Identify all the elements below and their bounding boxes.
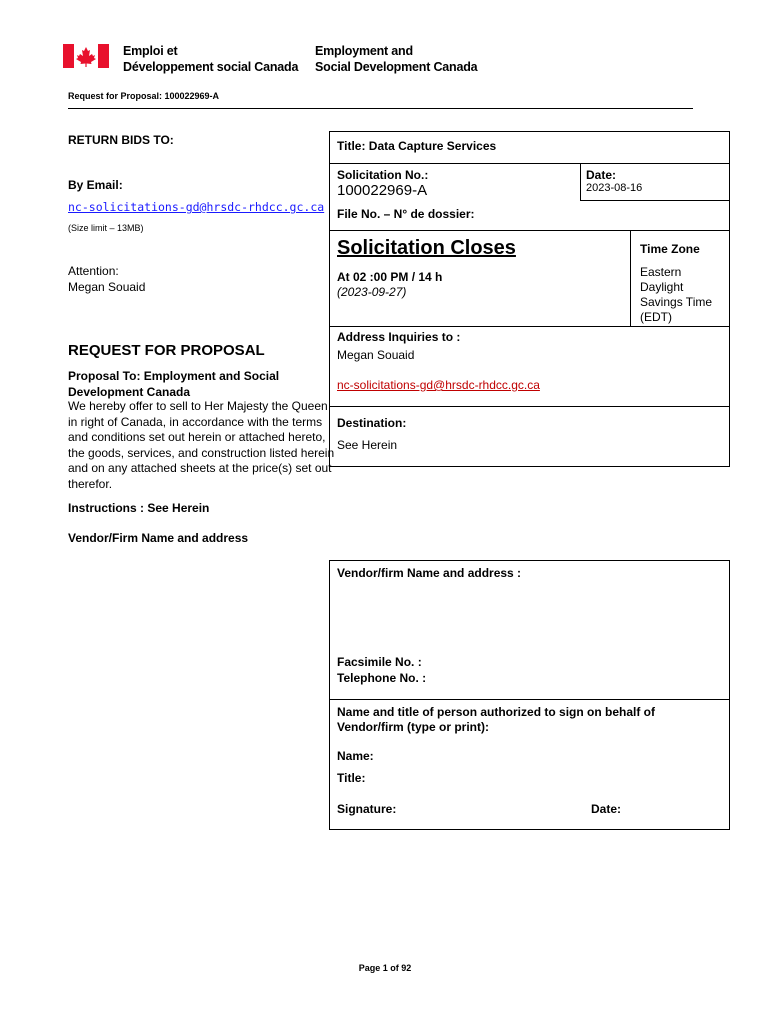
- dept-fr-line2: Développement social Canada: [123, 60, 299, 74]
- info-divider-4: [329, 326, 730, 327]
- signature-date-label: Date:: [591, 802, 622, 816]
- by-email-label: By Email:: [68, 178, 123, 192]
- facsimile-label: Facsimile No. :: [337, 655, 422, 669]
- canada-flag-icon: [63, 44, 109, 68]
- solicitation-number: 100022969-A: [337, 182, 428, 199]
- time-zone-label: Time Zone: [640, 242, 700, 256]
- info-divider-3: [329, 230, 730, 231]
- signature-label: Signature:: [337, 802, 397, 816]
- attention-label: Attention:: [68, 264, 119, 278]
- file-no-label: File No. – N° de dossier:: [337, 207, 475, 221]
- size-limit-note: (Size limit – 13MB): [68, 223, 144, 233]
- page-number: Page 1 of 92: [358, 963, 412, 973]
- destination-value: See Herein: [337, 438, 398, 452]
- inquiries-email-link[interactable]: nc-solicitations-gd@hrsdc-rhdcc.gc.ca: [337, 378, 540, 392]
- department-name-fr: [123, 43, 298, 75]
- closes-time: At 02 :00 PM / 14 h: [337, 270, 443, 284]
- closes-date: (2023-09-27): [337, 285, 407, 299]
- dept-en-line2: Social Development Canada: [315, 60, 478, 74]
- rfp-number-line: Request for Proposal: 100022969-A: [68, 91, 220, 101]
- dept-fr-line1: Emploi et: [123, 44, 178, 58]
- vendor-info-box: [329, 560, 730, 830]
- title-label: Title: Data Capture Services: [337, 139, 497, 153]
- tz-line-3: Savings Time: [640, 295, 713, 309]
- header-divider: [68, 108, 693, 109]
- info-vdivider-2: [630, 230, 631, 326]
- destination-label: Destination:: [337, 416, 407, 430]
- offer-text: We hereby offer to sell to Her Majesty the Queen in right of Canada, in accordance with the terms and conditions set out herein or attached hereto, the goods, services, and construction listed herein and on any attached sheets at the price(s) set out therefor.: [68, 399, 335, 491]
- department-name-en: [315, 43, 477, 75]
- tz-line-4: (EDT): [640, 310, 672, 324]
- signer-title-label: Title:: [337, 771, 366, 785]
- dept-en-line1: Employment and: [315, 44, 413, 58]
- telephone-label: Telephone No. :: [337, 671, 427, 685]
- tz-line-2: Daylight: [640, 280, 684, 294]
- time-zone-value: [640, 265, 712, 325]
- vendor-divider: [329, 699, 730, 700]
- info-divider-2: [580, 200, 730, 201]
- inquiries-label: Address Inquiries to :: [337, 330, 461, 344]
- date-value: 2023-08-16: [586, 182, 643, 194]
- date-label: Date:: [586, 168, 617, 182]
- vendor-heading: Vendor/Firm Name and address: [68, 531, 249, 545]
- return-bids-label: RETURN BIDS TO:: [68, 133, 174, 147]
- signer-name-label: Name:: [337, 749, 374, 763]
- proposal-to: Proposal To: Employment and Social Development Canada: [68, 369, 280, 399]
- vendor-name-address-label: Vendor/firm Name and address :: [337, 566, 522, 580]
- solicitation-closes-heading: Solicitation Closes: [337, 237, 516, 259]
- authorized-signer-label: Name and title of person authorized to sign on behalf of Vendor/firm (type or print):: [337, 705, 656, 734]
- solicitation-label: Solicitation No.:: [337, 168, 429, 182]
- tz-line-1: Eastern: [640, 265, 682, 279]
- attention-name: Megan Souaid: [68, 280, 146, 294]
- info-divider-1: [329, 163, 730, 164]
- info-divider-5: [329, 406, 730, 407]
- return-email-link[interactable]: nc-solicitations-gd@hrsdc-rhdcc.gc.ca: [68, 200, 325, 214]
- info-vdivider-1: [580, 163, 581, 200]
- inquiries-name: Megan Souaid: [337, 348, 415, 362]
- rfp-heading: REQUEST FOR PROPOSAL: [68, 342, 265, 359]
- instructions-label: Instructions : See Herein: [68, 501, 210, 515]
